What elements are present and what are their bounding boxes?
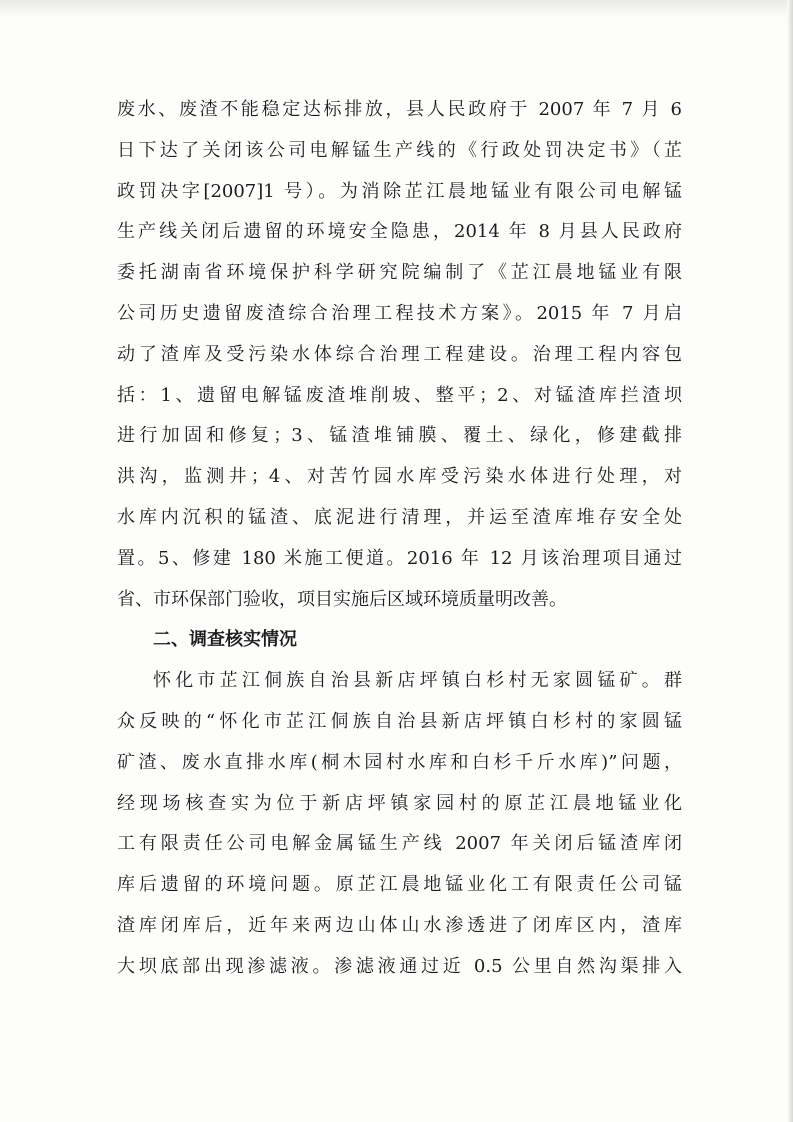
paragraph-line: 生产线关闭后遗留的环境安全隐患，2014 年 8 月县人民政府 bbox=[117, 221, 682, 243]
paragraph-line: 委托湖南省环境保护科学研究院编制了《芷江晨地锰业有限 bbox=[117, 262, 682, 284]
paragraph-line: 矿渣、废水直排水库(桐木园村水库和白杉千斤水库)”问题， bbox=[117, 751, 682, 773]
paragraph-line: 省、市环保部门验收，项目实施后区域环境质量明改善。 bbox=[117, 588, 567, 610]
paragraph-line: 动了渣库及受污染水体综合治理工程建设。治理工程内容包 bbox=[117, 343, 682, 365]
paragraph-line: 进行加固和修复；3、锰渣堆铺膜、覆土、绿化，修建截排 bbox=[117, 425, 682, 447]
paragraph-line: 洪沟，监测井；4、对苦竹园水库受污染水体进行处理，对 bbox=[117, 466, 682, 488]
paragraph-line: 工有限责任公司电解金属锰生产线 2007 年关闭后锰渣库闭 bbox=[117, 833, 682, 855]
paragraph-line: 置。5、修建 180 米施工便道。2016 年 12 月该治理项目通过 bbox=[117, 547, 682, 569]
paragraph-line: 大坝底部出现渗滤液。渗滤液通过近 0.5 公里自然沟渠排入 bbox=[117, 955, 682, 977]
paragraph-line: 日下达了关闭该公司电解锰生产线的《行政处罚决定书》（芷 bbox=[117, 139, 682, 161]
scan-right-edge bbox=[787, 0, 793, 1122]
paragraph-line: 众反映的“怀化市芷江侗族自治县新店坪镇白杉村的家圆锰 bbox=[117, 710, 682, 732]
paragraph-line: 括：1、遗留电解锰废渣堆削坡、整平；2、对锰渣库拦渣坝 bbox=[117, 384, 682, 406]
scan-top-shadow bbox=[0, 0, 793, 18]
paragraph-line: 公司历史遗留废渣综合治理工程技术方案》。2015 年 7 月启 bbox=[117, 302, 682, 324]
paragraph-line: 水库内沉积的锰渣、底泥进行清理，并运至渣库堆存安全处 bbox=[117, 506, 682, 528]
paragraph-line: 渣库闭库后，近年来两边山体山水渗透进了闭库区内，渣库 bbox=[117, 914, 682, 936]
section-heading: 二、调查核实情况 bbox=[153, 629, 297, 651]
paragraph-line: 政罚决字[2007]1 号）。为消除芷江晨地锰业有限公司电解锰 bbox=[117, 180, 682, 202]
paragraph-line: 经现场核查实为位于新店坪镇家园村的原芷江晨地锰业化 bbox=[117, 792, 682, 814]
paragraph-line: 怀化市芷江侗族自治县新店坪镇白杉村无家圆锰矿。群 bbox=[153, 670, 682, 692]
paragraph-line: 库后遗留的环境问题。原芷江晨地锰业化工有限责任公司锰 bbox=[117, 874, 682, 896]
paragraph-line: 废水、废渣不能稳定达标排放，县人民政府于 2007 年 7 月 6 bbox=[117, 99, 682, 120]
document-body bbox=[117, 90, 682, 988]
